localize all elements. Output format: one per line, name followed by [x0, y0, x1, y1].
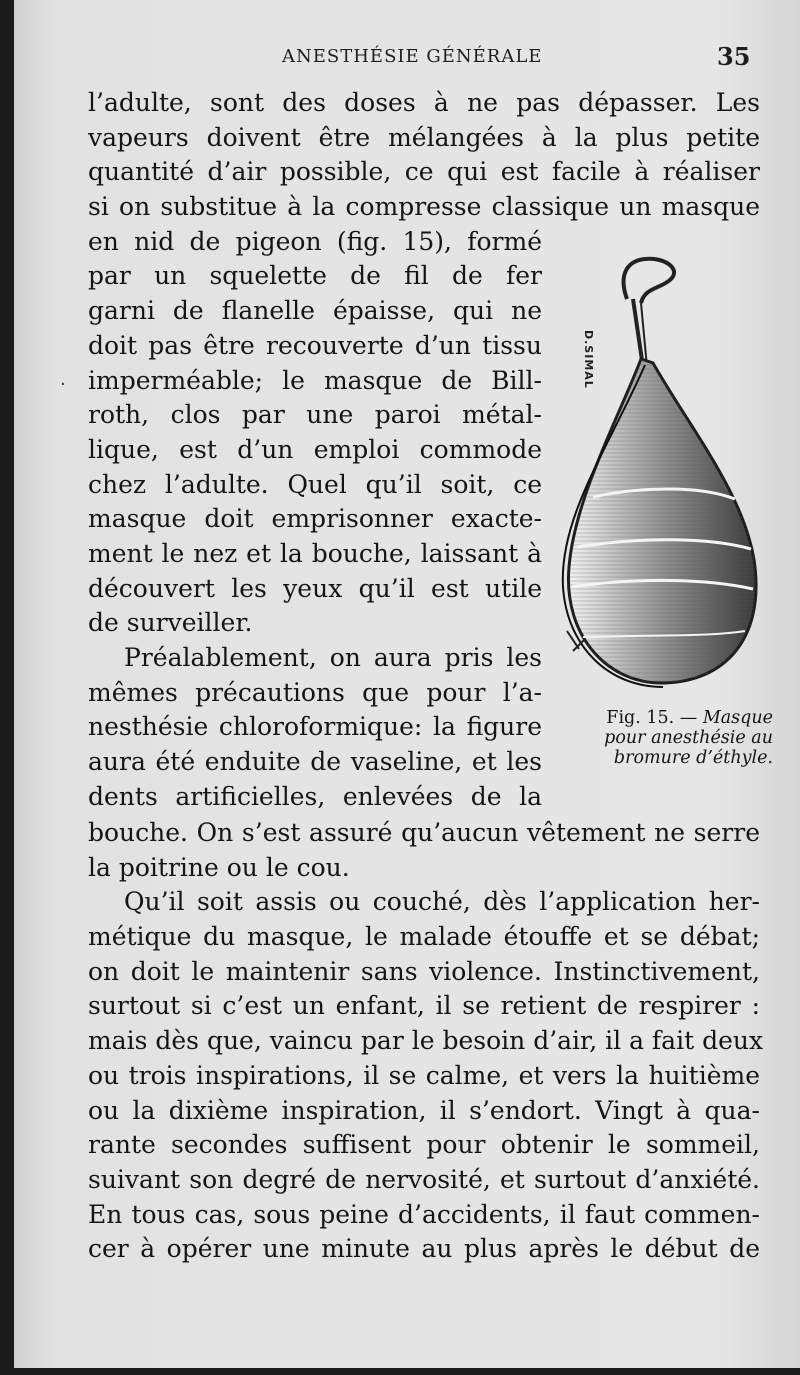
text-line: nesthésie chloroformique: la figure — [88, 712, 542, 742]
mask-illustration — [549, 247, 773, 707]
text-line: métique du masque, le malade étouffe et se débat; — [88, 922, 760, 952]
text-line: mais dès que, vaincu par le besoin d’air, il a fait deux — [88, 1026, 764, 1056]
text-line: la poitrine ou le cou. — [88, 852, 350, 882]
text-block-bottom — [88, 816, 764, 1267]
text-line: par un squelette de fil de fer — [88, 261, 542, 291]
page-number: 35 — [717, 42, 751, 71]
text-line: chez l’adulte. Quel qu’il soit, ce — [88, 469, 542, 499]
text-line: dents artificielles, enlevées de la — [88, 781, 542, 811]
text-line: aura été enduite de vaseline, et les — [88, 747, 542, 777]
text-line: l’adulte, sont des doses à ne pas dépasser. Les — [88, 88, 760, 117]
engraver-signature: D.SIMAL — [582, 330, 595, 389]
caption-title: Masque — [702, 708, 773, 728]
caption-line-2: pour anesthésie au — [604, 728, 773, 748]
figure-caption — [548, 708, 773, 768]
text-line: mêmes précautions que pour l’a- — [88, 677, 542, 707]
text-line: ou trois inspirations, il se calme, et vers la huitième — [88, 1060, 760, 1090]
text-line: cer à opérer une minute au plus après le début de — [88, 1234, 760, 1264]
text-line: on doit le maintenir sans violence. Instinctivement, — [88, 956, 760, 986]
text-line: doit pas être recouverte d’un tissu — [88, 330, 542, 360]
text-line: Préalablement, on aura pris les — [124, 643, 542, 672]
text-line: quantité d’air possible, ce qui est facile à réaliser — [88, 157, 760, 187]
caption-line-1 — [548, 708, 773, 728]
text-line: si on substitue à la compresse classique un masque — [88, 192, 760, 222]
text-line: En tous cas, sous peine d’accidents, il faut commen- — [88, 1199, 760, 1229]
text-line: garni de flanelle épaisse, qui ne — [88, 296, 542, 326]
text-line: suivant son degré de nervosité, et surtout d’anxiété. — [88, 1164, 760, 1194]
text-line: découvert les yeux qu’il est utile — [88, 573, 542, 603]
running-title: ANESTHÉSIE GÉNÉRALE — [282, 46, 543, 67]
text-line: vapeurs doivent être mélangées à la plus petite — [88, 122, 760, 152]
margin-dot: · — [60, 374, 66, 395]
text-line: de surveiller. — [88, 608, 253, 638]
text-line: imperméable; le masque de Bill- — [88, 365, 542, 395]
text-line: en nid de pigeon (fig. 15), formé — [88, 226, 542, 256]
book-page — [14, 0, 800, 1368]
text-line: surtout si c’est un enfant, il se retient de respirer : — [88, 991, 760, 1021]
text-line: bouche. On s’est assuré qu’aucun vêtement ne serre — [88, 818, 760, 847]
caption-line-3: bromure d’éthyle. — [613, 748, 773, 768]
text-line: Qu’il soit assis ou couché, dès l’application her- — [124, 887, 760, 917]
text-line: ment le nez et la bouche, laissant à — [88, 538, 542, 568]
text-line: lique, est d’un emploi commode — [88, 434, 542, 464]
text-line: roth, clos par une paroi métal- — [88, 400, 542, 430]
running-head — [14, 42, 800, 72]
text-line: ou la dixième inspiration, il s’endort. Vingt à qua- — [88, 1095, 760, 1125]
caption-figure-number: Fig. 15. — — [606, 708, 703, 728]
text-line: rante secondes suffisent pour obtenir le sommeil, — [88, 1130, 760, 1160]
text-line: masque doit emprisonner exacte- — [88, 504, 542, 534]
